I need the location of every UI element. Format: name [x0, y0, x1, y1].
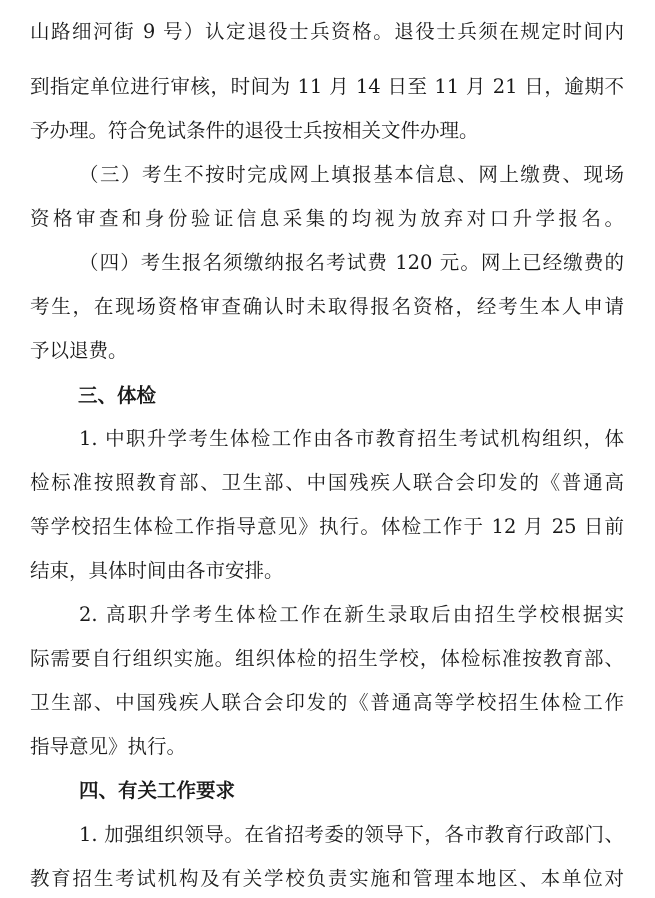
paragraph-line: 资格审查和身份验证信息采集的均视为放弃对口升学报名。 — [30, 207, 624, 230]
paragraph-line: 指导意见》执行。 — [30, 735, 187, 758]
section-heading: 三、体检 — [78, 384, 157, 407]
paragraph-line: 卫生部、中国残疾人联合会印发的《普通高等学校招生体检工作 — [30, 691, 624, 714]
paragraph-line: 结束，具体时间由各市安排。 — [30, 559, 284, 582]
paragraph-line: 予办理。符合免试条件的退役士兵按相关文件办理。 — [30, 119, 479, 142]
paragraph-line: 际需要自行组织实施。组织体检的招生学校，体检标准按教育部、 — [30, 647, 624, 670]
paragraph-line: 1. 中职升学考生体检工作由各市教育招生考试机构组织，体 — [79, 427, 624, 450]
paragraph-line: （三）考生不按时完成网上填报基本信息、网上缴费、现场 — [79, 163, 624, 186]
paragraph-line: 山路细河街 9 号）认定退役士兵资格。退役士兵须在规定时间内 — [30, 20, 624, 43]
paragraph-line: 到指定单位进行审核，时间为 11 月 14 日至 11 月 21 日，逾期不 — [30, 75, 624, 98]
section-heading: 四、有关工作要求 — [79, 779, 236, 802]
paragraph-line: 考生，在现场资格审查确认时未取得报名资格，经考生本人申请 — [30, 295, 624, 318]
paragraph-line: 2. 高职升学考生体检工作在新生录取后由招生学校根据实 — [79, 603, 624, 626]
paragraph-line: 1. 加强组织领导。在省招考委的领导下，各市教育行政部门、 — [79, 823, 624, 846]
paragraph-line: 等学校招生体检工作指导意见》执行。体检工作于 12 月 25 日前 — [30, 515, 624, 538]
paragraph-line: 教育招生考试机构及有关学校负责实施和管理本地区、本单位对 — [30, 867, 624, 890]
paragraph-line: （四）考生报名须缴纳报名考试费 120 元。网上已经缴费的 — [79, 251, 624, 274]
paragraph-line: 检标准按照教育部、卫生部、中国残疾人联合会印发的《普通高 — [30, 471, 624, 494]
paragraph-line: 予以退费。 — [30, 339, 128, 362]
